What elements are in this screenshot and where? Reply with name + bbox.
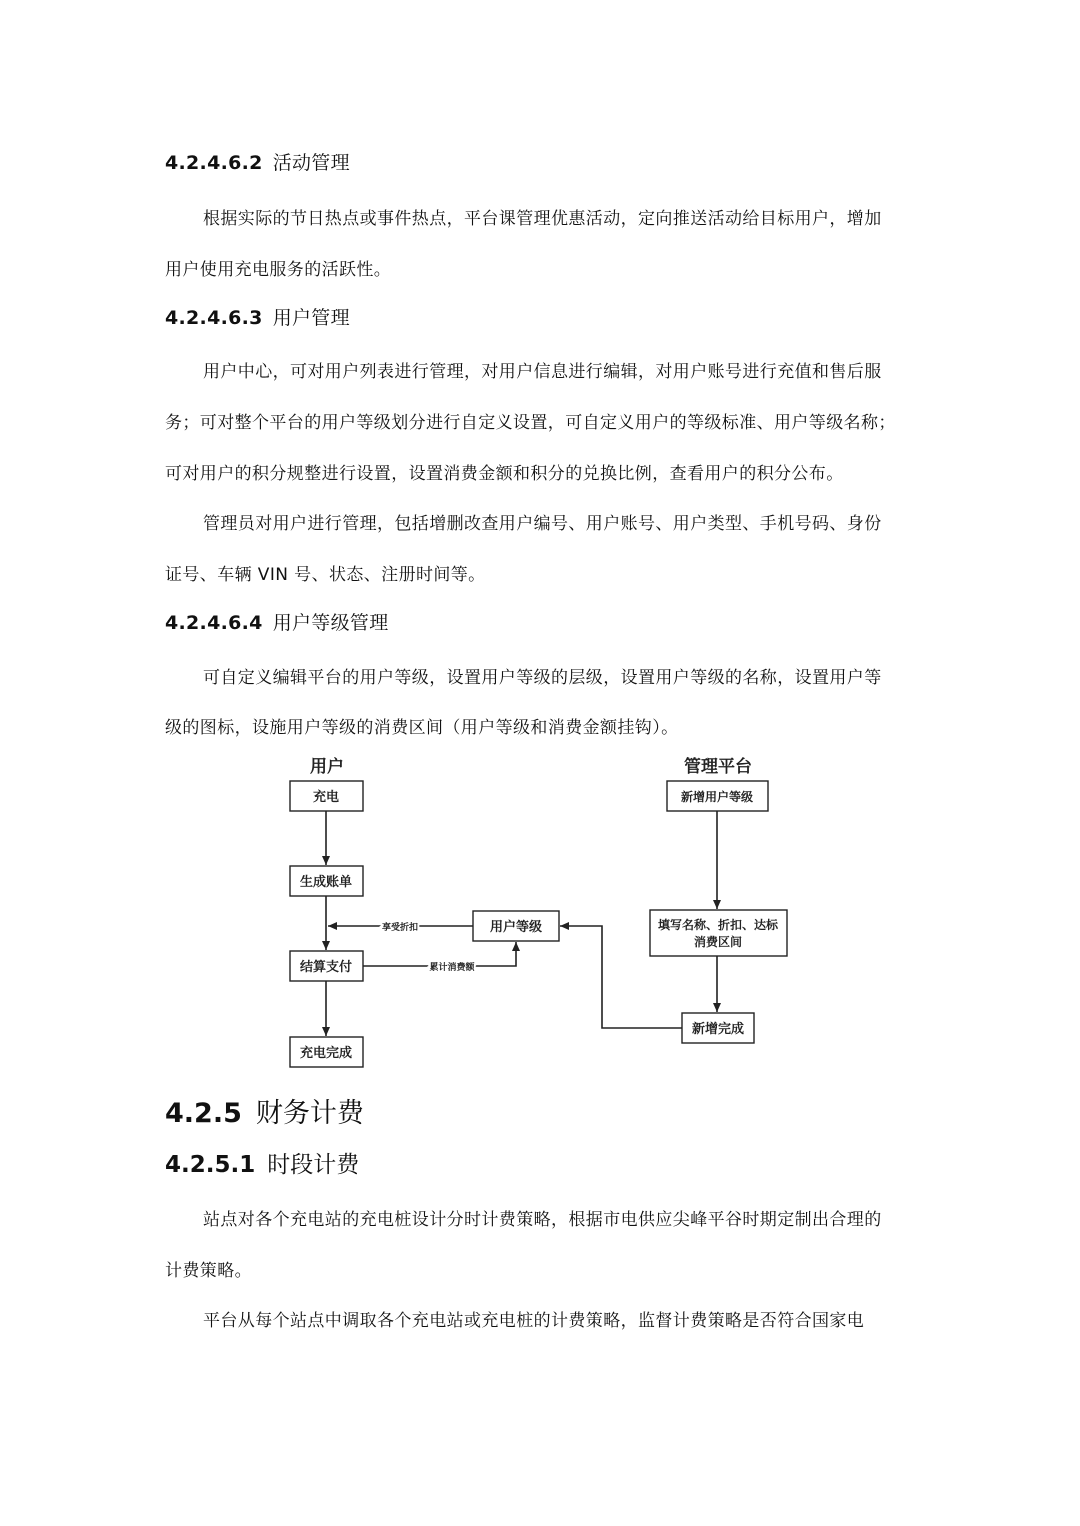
paragraph-line: 站点对各个充电站的充电桩设计分时计费策略，根据市电供应尖峰平谷时期定制出合理的 — [203, 1210, 882, 1230]
paragraph-line: 用户使用充电服务的活跃性。 — [165, 260, 392, 280]
node-charge-label: 充电 — [312, 790, 340, 805]
section-title: 活动管理 — [272, 152, 350, 174]
section-number: 4.2.4.6.3 — [165, 307, 263, 329]
section-number: 4.2.4.6.2 — [165, 152, 263, 174]
node-add-level-label: 新增用户等级 — [680, 790, 754, 804]
section-number: 4.2.5 — [165, 1098, 242, 1129]
node-user-level-label: 用户等级 — [489, 920, 543, 935]
node-add-level — [667, 781, 768, 811]
paragraph-line: 证号、车辆 VIN 号、状态、注册时间等。 — [165, 565, 486, 585]
paragraph-line: 平台从每个站点中调取各个充电站或充电桩的计费策略，监督计费策略是否符合国家电 — [203, 1311, 865, 1331]
node-done — [290, 1037, 363, 1067]
label-accumulate: 累计消费额 — [429, 963, 475, 973]
section-number: 4.2.4.6.4 — [165, 612, 263, 634]
node-fill-info-line1: 填写名称、折扣、达标 — [657, 918, 779, 932]
paragraph-line: 用户中心，可对用户列表进行管理，对用户信息进行编辑，对用户账号进行充值和售后服 — [203, 362, 882, 382]
paragraph-line: 根据实际的节日热点或事件热点，平台课管理优惠活动，定向推送活动给目标用户，增加 — [203, 209, 882, 229]
node-settle-label: 结算支付 — [299, 960, 353, 975]
section-title: 用户等级管理 — [272, 612, 389, 634]
node-bill — [290, 866, 363, 896]
node-fill-info-line2: 消费区间 — [693, 935, 743, 949]
section-title: 用户管理 — [272, 307, 350, 329]
heading-4-2-5 — [165, 1091, 364, 1130]
paragraph-line: 管理员对用户进行管理，包括增删改查用户编号、用户账号、用户类型、手机号码、身份 — [203, 514, 882, 534]
node-bill-label: 生成账单 — [299, 875, 353, 890]
paragraph-line: 务；可对整个平台的用户等级划分进行自定义设置，可自定义用户的等级标准、用户等级名称； — [165, 413, 896, 433]
paragraph-line: 级的图标，设施用户等级的消费区间（用户等级和消费金额挂钩）。 — [165, 718, 679, 738]
node-done-label: 充电完成 — [299, 1046, 353, 1061]
paragraph-line: 可自定义编辑平台的用户等级，设置用户等级的层级，设置用户等级的名称，设置用户等 — [203, 668, 882, 688]
section-number: 4.2.5.1 — [165, 1152, 256, 1178]
node-fill-info — [650, 910, 787, 956]
node-add-done — [682, 1013, 754, 1043]
node-user-level — [473, 911, 559, 941]
paragraph-line: 可对用户的积分规整进行设置，设置消费金额和积分的兑换比例，查看用户的积分公布。 — [165, 464, 844, 484]
node-charge — [290, 781, 363, 811]
diagram-user-column-label: 用户 — [310, 757, 344, 777]
diagram-platform-column-label: 管理平台 — [684, 757, 752, 777]
section-title: 财务计费 — [255, 1098, 364, 1129]
node-add-done-label: 新增完成 — [691, 1022, 745, 1037]
section-title: 时段计费 — [267, 1152, 360, 1178]
label-discount: 享受折扣 — [381, 923, 419, 933]
node-settle — [290, 951, 363, 981]
paragraph-line: 计费策略。 — [165, 1261, 252, 1281]
heading-4-2-5-1 — [165, 1146, 359, 1179]
